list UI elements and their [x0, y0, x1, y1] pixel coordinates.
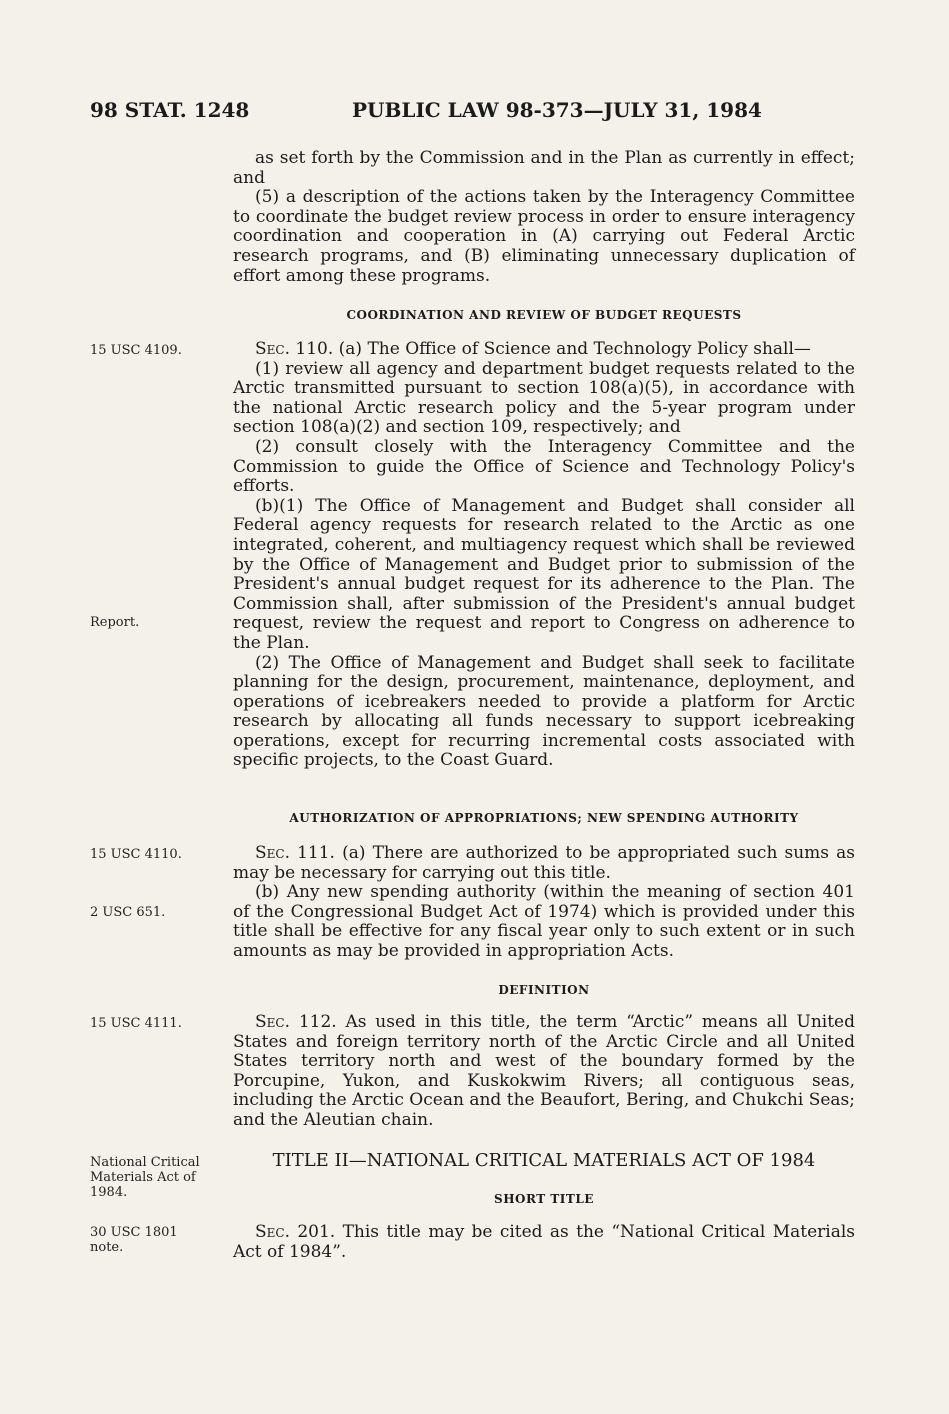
stat-page-number: 98 STAT. 1248 — [90, 98, 250, 122]
sec-110-intro — [233, 340, 855, 360]
margin-note-critical-materials: National Critical Materials Act of 1984. — [90, 1155, 200, 1200]
sec-201-text — [233, 1223, 855, 1262]
sec-201-body: 201. This title may be cited as the “National Critical Materials Act of 1984”. — [233, 1222, 855, 1262]
section-112 — [233, 1013, 855, 1131]
sec-label: Sec. — [255, 339, 290, 359]
margin-note-4109: 15 USC 4109. — [90, 343, 182, 358]
continuation-block — [233, 149, 855, 286]
heading-short-title: SHORT TITLE — [494, 1192, 594, 1206]
heading-definition: DEFINITION — [498, 983, 590, 997]
heading-authorization: AUTHORIZATION OF APPROPRIATIONS; NEW SPENDING AUTHORITY — [289, 811, 799, 825]
heading-coordination: COORDINATION AND REVIEW OF BUDGET REQUESTS — [346, 308, 742, 322]
sec-112-text — [233, 1013, 855, 1131]
sec-112-body: 112. As used in this title, the term “Arctic” means all United States and foreign territory north of the Arctic Circle and all United States territory north and west of the boundary formed by the Porcupine, Yukon, and Kuskokwim Rivers; all contiguous seas, including the Arctic Ocean and the Beaufort, Bering, and Chukchi Seas; and the Aleutian chain. — [233, 1012, 855, 1130]
sec-110-intro-text: 110. (a) The Office of Science and Technology Policy shall— — [290, 339, 811, 359]
title-ii-heading: TITLE II—NATIONAL CRITICAL MATERIALS ACT OF 1984 — [272, 1150, 816, 1171]
margin-note-651: 2 USC 651. — [90, 905, 166, 920]
margin-note-report: Report. — [90, 615, 140, 630]
sec-110-item-2: (2) consult closely with the Interagency Committee and the Commission to guide the Office of Science and Technology Policy's efforts. — [233, 436, 855, 497]
margin-note-4111: 15 USC 4111. — [90, 1016, 182, 1031]
sec-label: Sec. — [255, 1012, 290, 1032]
running-header: PUBLIC LAW 98-373—JULY 31, 1984 — [352, 98, 762, 122]
sec-label: Sec. — [255, 1222, 290, 1242]
sec-label: Sec. — [255, 843, 290, 863]
section-110 — [233, 340, 855, 771]
sec-110-b1: (b)(1) The Office of Management and Budget shall consider all Federal agency requests for research related to the Arctic as one integrated, coherent, and multiagency request which shall be reviewed by the Office of Management and Budget prior to submission of the President's annual budget request for its adherence to the Plan. The Commission shall, after submission of the President's annual budget request, review the request and report to Congress on adherence to the Plan. — [233, 495, 855, 653]
margin-note-4110: 15 USC 4110. — [90, 847, 182, 862]
item-5: (5) a description of the actions taken by the Interagency Committee to coordinate the budget review process in order to ensure interagency coordination and cooperation in (A) carrying out Federal Arctic research programs, and (B) eliminating unnecessary duplication of effort among these programs. — [233, 187, 855, 286]
sec-111-a — [233, 844, 855, 883]
section-201 — [233, 1223, 855, 1262]
continuation-text: as set forth by the Commission and in the Plan as currently in effect; and — [233, 148, 855, 188]
sec-111-a-text: 111. (a) There are authorized to be appropriated such sums as may be necessary for carrying out this title. — [233, 843, 855, 883]
section-111 — [233, 844, 855, 962]
sec-110-item-1: (1) review all agency and department budget requests related to the Arctic transmitted pursuant to section 108(a)(5), in accordance with the national Arctic research policy and the 5-year program under section 108(a)(2) and section 109, respectively; and — [233, 358, 855, 438]
margin-note-1801: 30 USC 1801 note. — [90, 1225, 178, 1255]
sec-110-b2: (2) The Office of Management and Budget shall seek to facilitate planning for the design, procurement, maintenance, deployment, and operations of icebreakers needed to provide a platform for Arctic research by allocating all funds necessary to support icebreaking operations, except for recurring incremental costs associated with specific projects, to the Coast Guard. — [233, 652, 855, 771]
sec-111-b: (b) Any new spending authority (within the meaning of section 401 of the Congressional Budget Act of 1974) which is provided under this title shall be effective for any fiscal year only to such extent or in such amounts as may be provided in appropriation Acts. — [233, 882, 855, 961]
